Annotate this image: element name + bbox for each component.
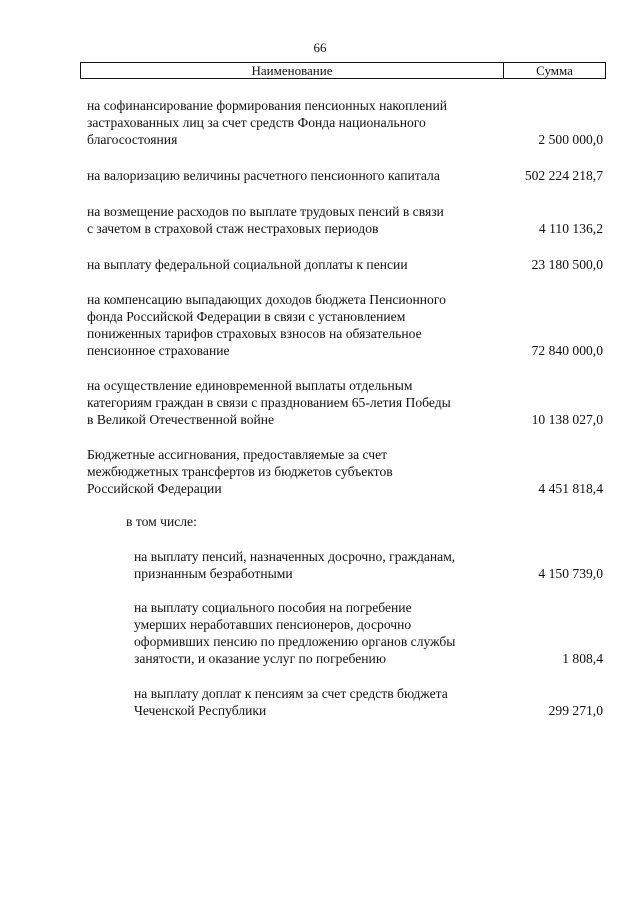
table-row xyxy=(134,599,603,667)
row-description: на выплату социального пособия на погребение умерших неработавших пенсионеров, досрочно оформивших пенсию по предложению органов службы занятости, и оказание услуг по погребению xyxy=(134,600,456,666)
page-number: 66 xyxy=(313,40,327,55)
row-amount: 4 451 818,4 xyxy=(538,481,603,496)
header-sum-column: Сумма xyxy=(536,63,573,78)
table-row xyxy=(134,685,603,719)
table-row xyxy=(87,167,603,184)
table-row xyxy=(87,291,603,359)
table-row xyxy=(126,513,603,530)
row-description: на компенсацию выпадающих доходов бюджета Пенсионного фонда Российской Федерации в связи с установлением пониженных тарифов страховых взносов на обязательное пенсионное страхование xyxy=(87,292,446,358)
row-amount: 72 840 000,0 xyxy=(531,343,603,358)
row-description: на валоризацию величины расчетного пенсионного капитала xyxy=(87,168,440,183)
row-amount: 10 138 027,0 xyxy=(531,412,603,427)
row-amount: 2 500 000,0 xyxy=(538,132,603,147)
row-description: на выплату пенсий, назначенных досрочно, гражданам, признанным безработными xyxy=(134,549,456,581)
row-description: на возмещение расходов по выплате трудовых пенсий в связи с зачетом в страховой стаж нестраховых периодов xyxy=(87,204,444,236)
row-description: на выплату федеральной социальной доплаты к пенсии xyxy=(87,257,408,272)
row-description: в том числе: xyxy=(126,514,197,529)
row-amount: 299 271,0 xyxy=(548,703,603,718)
row-amount: 4 150 739,0 xyxy=(538,566,603,581)
row-amount: 23 180 500,0 xyxy=(531,257,603,272)
row-amount: 4 110 136,2 xyxy=(538,221,603,236)
row-description: Бюджетные ассигнования, предоставляемые за счет межбюджетных трансфертов из бюджетов субъектов Российской Федерации xyxy=(87,447,393,496)
row-amount: 1 808,4 xyxy=(562,651,603,666)
table-row xyxy=(87,256,603,273)
row-description: на выплату доплат к пенсиям за счет средств бюджета Чеченской Республики xyxy=(134,686,448,718)
table-row xyxy=(134,548,603,582)
table-row xyxy=(87,203,603,237)
table-row xyxy=(87,97,603,148)
table-header xyxy=(80,62,606,79)
header-name-column: Наименование xyxy=(81,63,504,78)
row-amount: 502 224 218,7 xyxy=(524,168,603,183)
row-description: на осуществление единовременной выплаты отдельным категориям граждан в связи с празднованием 65-летия Победы в Великой Отечественной войне xyxy=(87,378,451,427)
table-row xyxy=(87,377,603,428)
table-row xyxy=(87,446,603,497)
row-description: на софинансирование формирования пенсионных накоплений застрахованных лиц за счет средств Фонда национального благосостояния xyxy=(87,98,448,147)
